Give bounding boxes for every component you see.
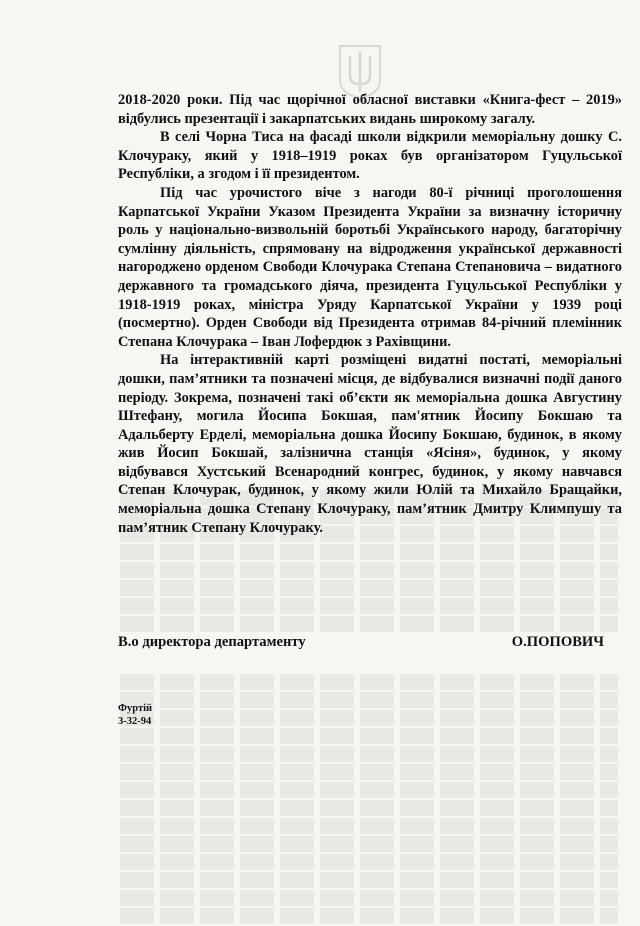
signatory-name: О.ПОПОВИЧ: [511, 634, 604, 650]
paragraph-1: 2018-2020 роки. Під час щорічної обласної виставки «Книга-фест – 2019» відбулись презентації і закарпатських видань широкому загалу.: [118, 92, 622, 127]
paragraph-2: В селі Чорна Тиса на фасаді школи відкрили меморіальну дошку С. Клочураку, який у 1918–1919 роках був організатором Гуцульської Республіки, а згодом і її президентом.: [118, 129, 622, 183]
document-body: [118, 91, 622, 537]
executor-block: [118, 703, 152, 728]
executor-name: Фуртій: [118, 703, 153, 714]
paragraph-3: Під час урочистого віче з нагоди 80-ї річниці проголошення Карпатської України Указом Президента України за визначну історичну роль у національно-визвольній боротьбі Українського народу, багаторічну сумлінну діяльність, спрямовану на відродження української державності нагороджено орденом Свободи Клочурака Степана Степановича – видатного державного та громадського діяча, президента Гуцульської Республіки у 1918-1919 роках, міністра Уряду Карпатської України у 1939 році (посмертно). Орден Свободи від Президента отримав 84-річний племінник Степана Клочурака – Іван Лофердюк з Рахівщини.: [118, 184, 622, 350]
bleed-through-text: [120, 490, 618, 926]
executor-phone: 3-32-94: [118, 715, 152, 727]
signatory-title: В.о директора департаменту: [118, 634, 306, 650]
paragraph-4: На інтерактивній карті розміщені видатні постаті, меморіальні дошки, пам’ятники та позначені місця, де відбувалися визначні події даного періоду. Зокрема, позначені такі об’єкти як меморіальна дошка Августину Штефану, могила Йосипа Бокшая, пам'ятник Йосипу Бокшаю та Адальберту Ерделі, меморіальна дошка Йосипу Бокшаю, будинок, в якому жив Йосип Бокшай, залізнична станція «Ясіня», будинок, у якому відбувався Хустський Всенародний конгрес, будинок, у якому навчався Степан Клочурак, будинок, у якому жили Юлій та Михайло Бращайки, меморіальна дошка Степану Клочураку, пам’ятник Дмитру Климпушу та пам’ятник Степану Клочураку.: [118, 352, 622, 536]
